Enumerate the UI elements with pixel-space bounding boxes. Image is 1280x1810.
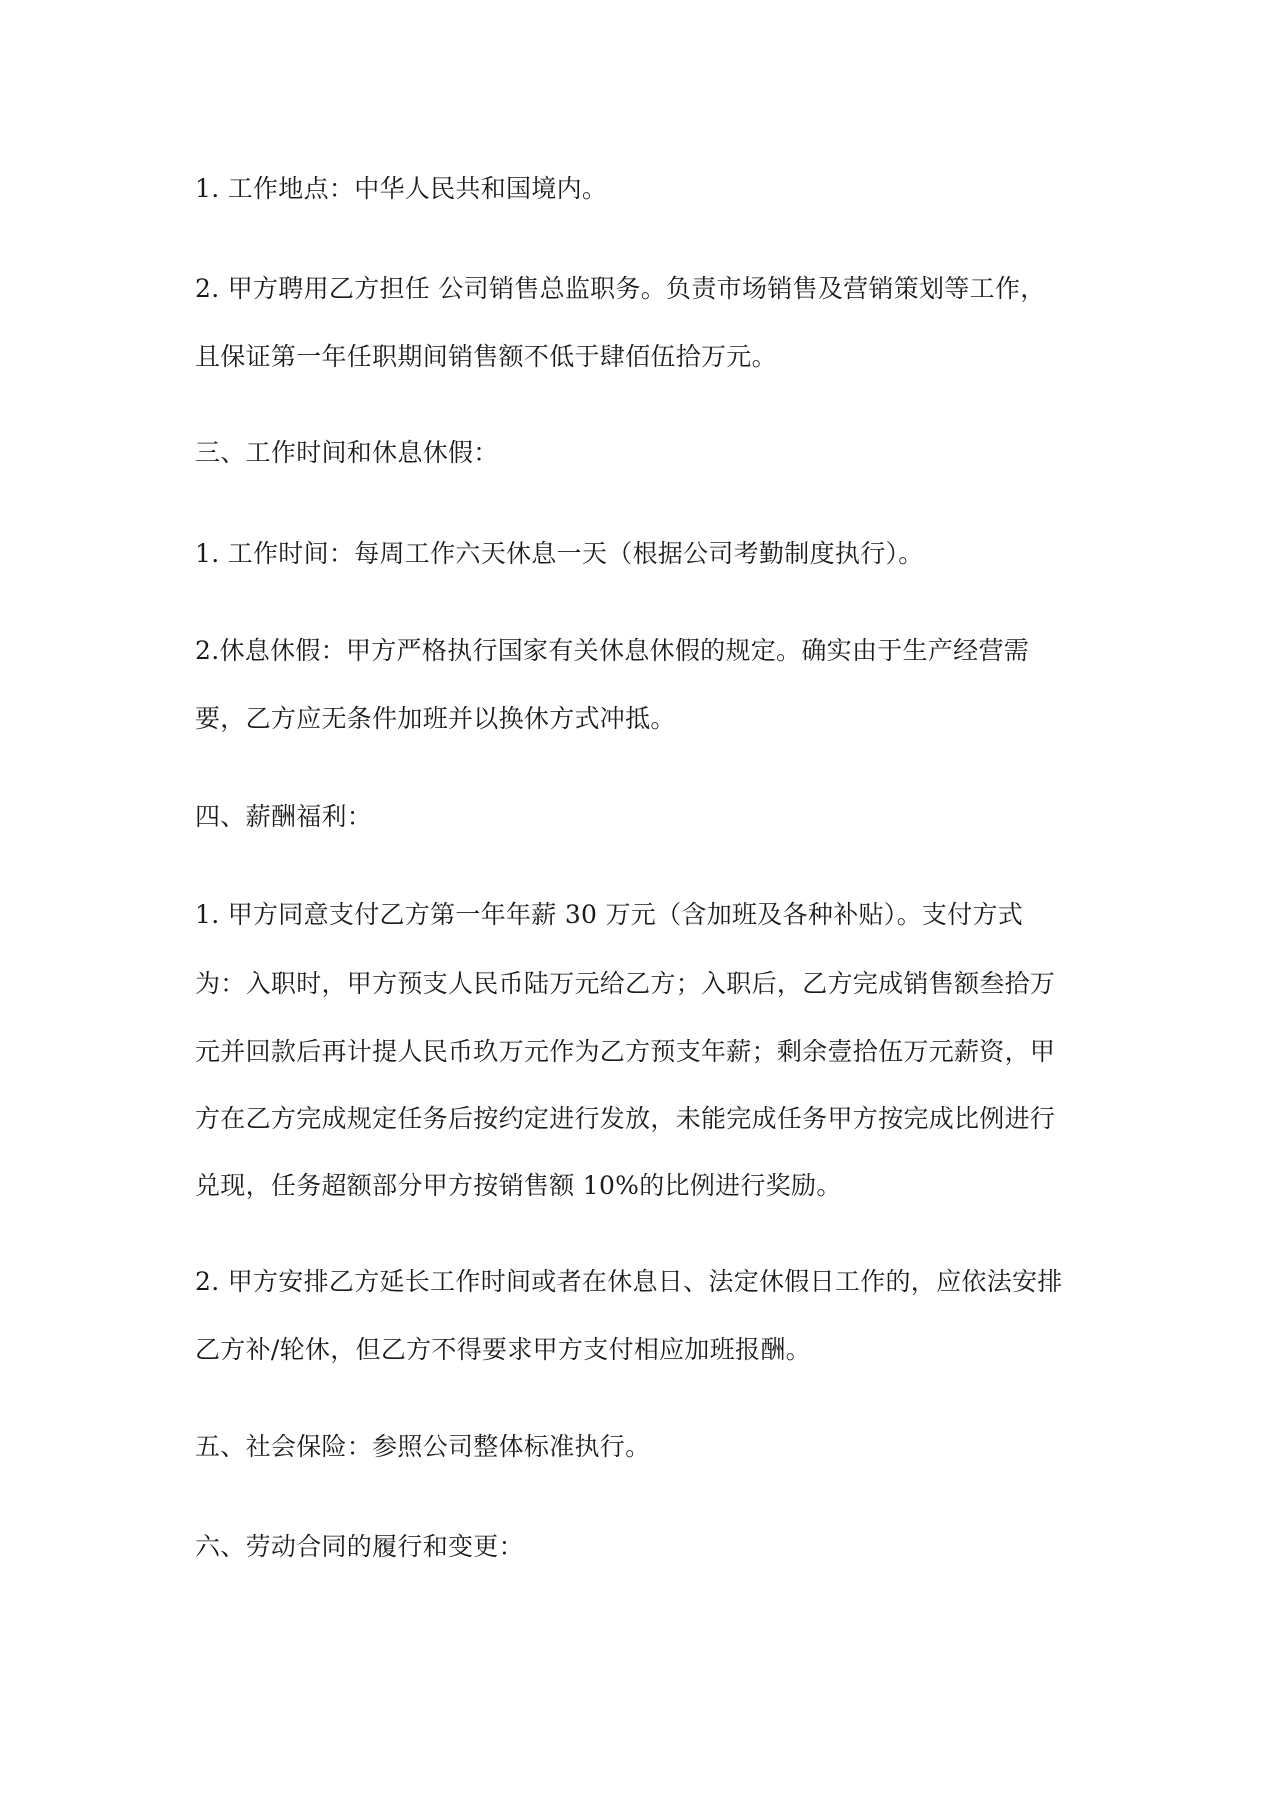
clause-work-location: 1. 工作地点：中华人民共和国境内。 — [195, 174, 608, 203]
clause-rest-line-2: 要，乙方应无条件加班并以换休方式冲抵。 — [195, 704, 676, 733]
section-heading-contract-changes: 六、劳动合同的履行和变更： — [195, 1532, 524, 1561]
clause-position-line-2: 且保证第一年任职期间销售额不低于肆佰伍拾万元。 — [195, 342, 777, 371]
clause-salary-line-4: 方在乙方完成规定任务后按约定进行发放，未能完成任务甲方按完成比例进行 — [195, 1104, 1056, 1133]
section-heading-social-insurance: 五、社会保险：参照公司整体标准执行。 — [195, 1432, 651, 1461]
section-heading-salary: 四、薪酬福利： — [195, 802, 373, 831]
clause-rest-line-1: 2.休息休假：甲方严格执行国家有关休息休假的规定。确实由于生产经营需 — [195, 636, 1030, 665]
clause-salary-line-2: 为：入职时，甲方预支人民币陆万元给乙方；入职后，乙方完成销售额叁拾万 — [195, 969, 1056, 998]
clause-overtime-line-1: 2. 甲方安排乙方延长工作时间或者在休息日、法定休假日工作的，应依法安排 — [195, 1267, 1063, 1296]
clause-overtime-line-2: 乙方补/轮休，但乙方不得要求甲方支付相应加班报酬。 — [195, 1335, 811, 1364]
clause-salary-line-5: 兑现，任务超额部分甲方按销售额 10%的比例进行奖励。 — [195, 1171, 842, 1200]
section-heading-work-hours: 三、工作时间和休息休假： — [195, 438, 499, 467]
clause-salary-line-1: 1. 甲方同意支付乙方第一年年薪 30 万元（含加班及各种补贴）。支付方式 — [195, 900, 1024, 929]
clause-salary-line-3: 元并回款后再计提人民币玖万元作为乙方预支年薪；剩余壹拾伍万元薪资，甲 — [195, 1037, 1056, 1066]
clause-work-time: 1. 工作时间：每周工作六天休息一天（根据公司考勤制度执行）。 — [195, 539, 924, 568]
clause-position-line-1: 2. 甲方聘用乙方担任 公司销售总监职务。负责市场销售及营销策划等工作， — [195, 274, 1046, 303]
